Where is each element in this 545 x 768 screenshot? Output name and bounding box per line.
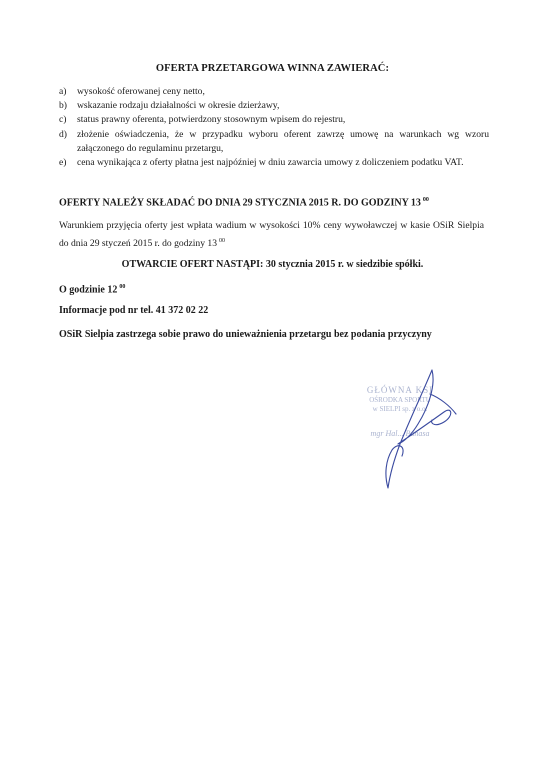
list-item-label: d): [59, 128, 67, 140]
deadline-notice: [59, 193, 499, 211]
condition-text: Warunkiem przyjęcia oferty jest wpłata wadium w wysokości 10% ceny wywoławczej w kasie OSiR Sielpia do dnia 29 styczeń 2015 r. do godziny 13: [59, 220, 484, 249]
handwritten-signature: [370, 364, 470, 494]
reservation-notice: OSiR Sielpia zastrzega sobie prawo do unieważnienia przetargu bez podania przyczyny: [59, 329, 432, 340]
condition-superscript: 00: [219, 237, 226, 244]
stamp-line: GŁÓWNA KSI: [366, 385, 434, 395]
list-item: [59, 156, 489, 170]
list-item-text: wskazanie rodzaju działalności w okresie dzierżawy,: [77, 100, 280, 112]
list-item-text: złożenie oświadczenia, że w przypadku wyboru oferent zawrzę umowę na warunkach wg wzoru załączonego do regulaminu przetargu,: [77, 128, 489, 154]
stamp-line: w SIELPI sp. z o.o.: [372, 405, 428, 413]
requirements-list: [59, 85, 489, 170]
list-item-text: status prawny oferenta, potwierdzony stosownym wpisem do rejestru,: [77, 114, 346, 126]
list-item: [59, 99, 489, 113]
stamp-line: OŚRODKA SPORTU: [369, 395, 431, 404]
deadline-text: OFERTY NALEŻY SKŁADAĆ DO DNIA 29 STYCZNIA 2015 R. DO GODZINY 13: [59, 197, 421, 209]
list-item-text: wysokość oferowanej ceny netto,: [77, 86, 205, 97]
deadline-superscript: 00: [422, 197, 429, 203]
opening-notice: OTWARCIE OFERT NASTĄPI: 30 stycznia 2015 r. w siedzibie spółki.: [121, 259, 424, 270]
list-item: [59, 113, 489, 127]
list-item: [59, 85, 489, 99]
list-item-label: c): [59, 114, 67, 126]
list-item-label: a): [59, 86, 67, 97]
opening-hour: [59, 280, 125, 298]
list-item-text: cena wynikająca z oferty płatna jest najpóźniej w dniu zawarcia umowy z doliczeniem podatku VAT.: [77, 157, 464, 169]
list-item-label: e): [59, 157, 67, 169]
stamp-signatory: mgr Hal... Panasa: [370, 428, 430, 438]
list-item-label: b): [59, 100, 67, 112]
offer-heading: OFERTA PRZETARGOWA WINNA ZAWIERAĆ:: [155, 63, 390, 74]
list-item: [59, 128, 489, 156]
hour-superscript: 00: [119, 284, 126, 290]
deposit-condition: [59, 219, 484, 251]
hour-text: O godzinie 12: [59, 284, 118, 296]
phone-info: Informacje pod nr tel. 41 372 02 22: [59, 305, 209, 316]
